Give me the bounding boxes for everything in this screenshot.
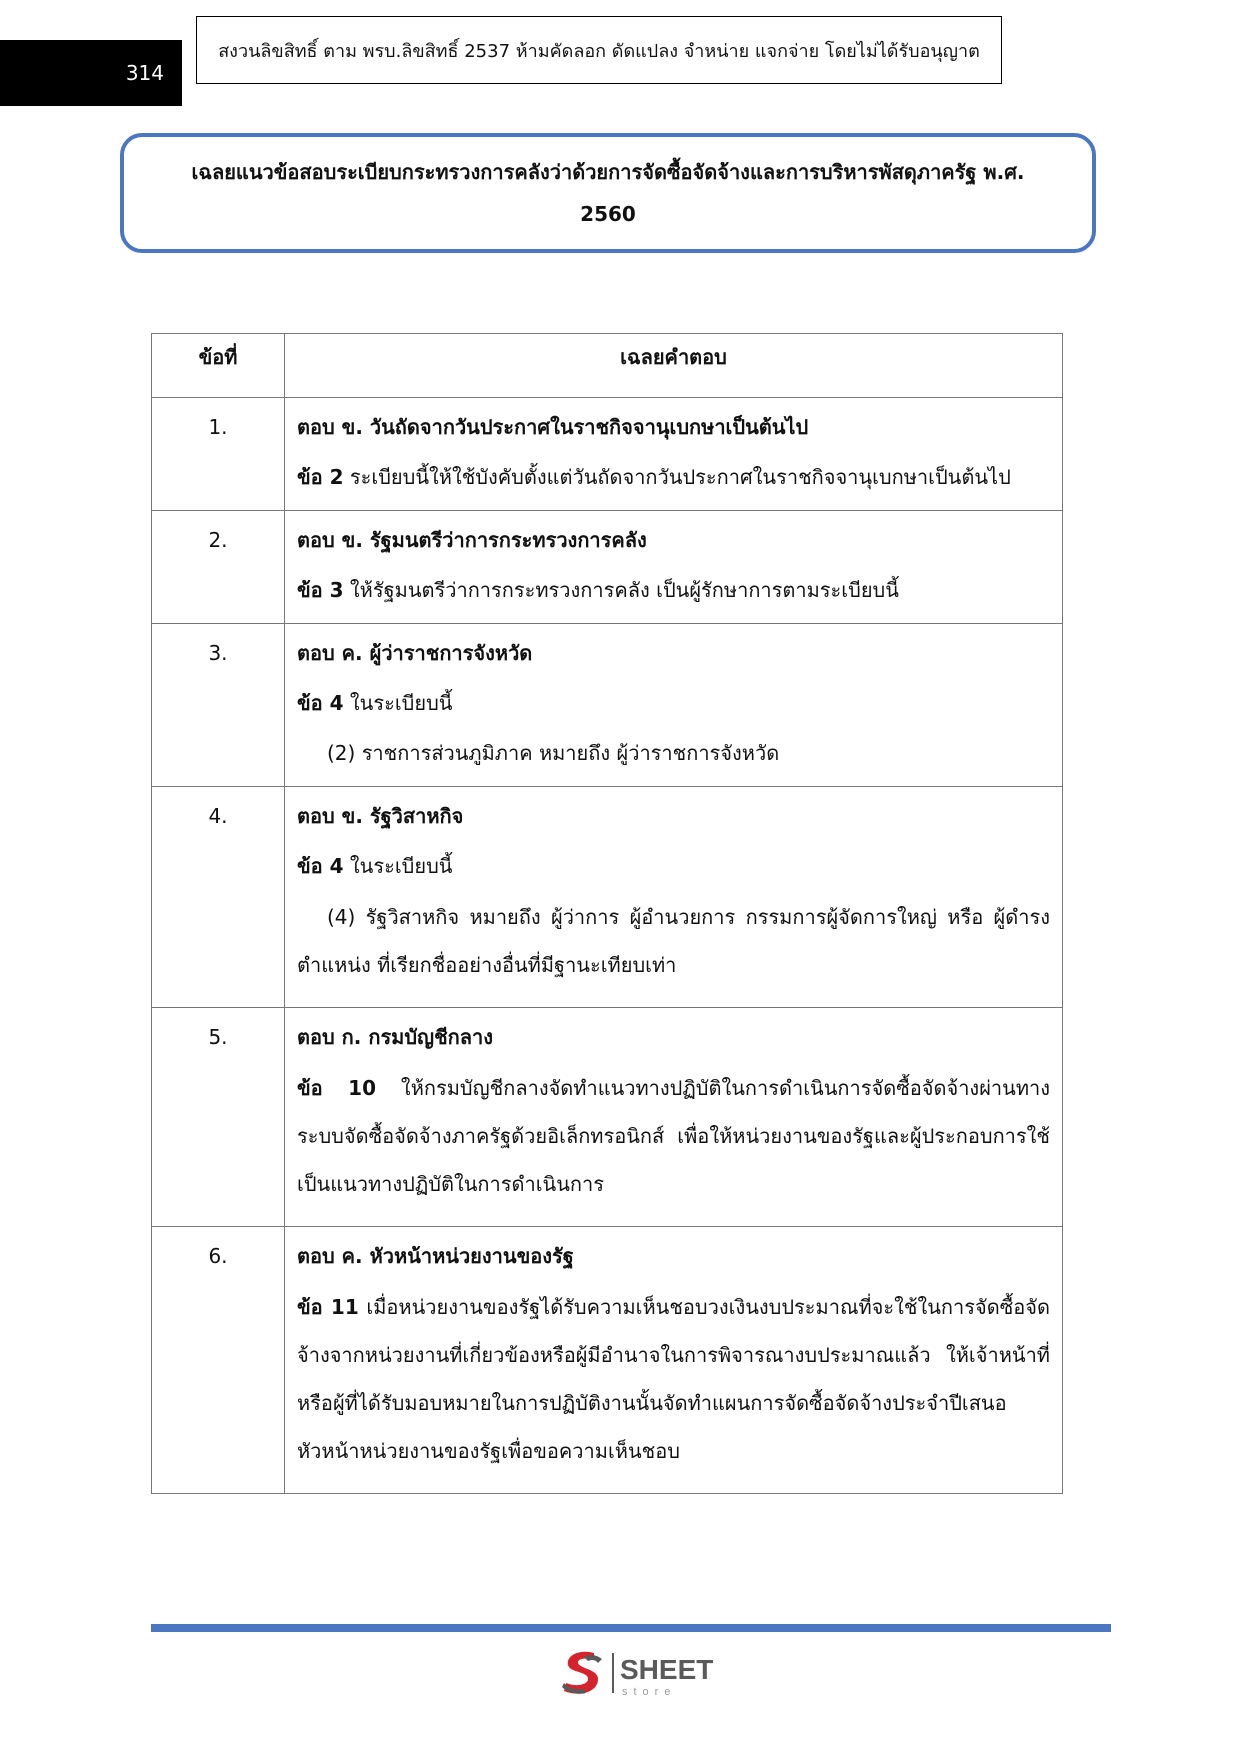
answer-cell — [285, 787, 1063, 1008]
table-row — [152, 398, 1063, 511]
question-number: 5. — [152, 1008, 285, 1227]
answer-choice: ตอบ ก. กรมบัญชีกลาง — [297, 1025, 494, 1049]
footer-rule — [151, 1624, 1111, 1632]
question-number: 3. — [152, 624, 285, 787]
question-number: 6. — [152, 1227, 285, 1494]
table-row — [152, 1008, 1063, 1227]
answer-choice: ตอบ ข. รัฐมนตรีว่าการกระทรวงการคลัง — [297, 528, 647, 552]
explanation-text: เมื่อหน่วยงานของรัฐได้รับความเห็นชอบวงเงินงบประมาณที่จะใช้ในการจัดซื้อจัดจ้างจากหน่วยงานที่เกี่ยวข้องหรือผู้มีอำนาจในการพิจารณางบประมาณแล้ว ให้เจ้าหน้าที่หรือผู้ที่ได้รับมอบหมายในการปฏิบัติงานนั้นจัดทำแผนการจัดซื้อจัดจ้างประจำปีเสนอหัวหน้าหน่วยงานของรัฐเพื่อขอความเห็นชอบ — [297, 1295, 1050, 1463]
section-reference: ข้อ 4 — [297, 854, 344, 878]
copyright-notice-box — [196, 16, 1002, 84]
question-number: 2. — [152, 511, 285, 624]
explanation — [297, 575, 1050, 605]
answer-choice: ตอบ ข. วันถัดจากวันประกาศในราชกิจจานุเบกษาเป็นต้นไป — [297, 415, 809, 439]
explanation-text: ในระเบียบนี้ — [343, 691, 453, 715]
sheet-store-logo — [558, 1645, 728, 1701]
section-reference: ข้อ 10 — [297, 1076, 377, 1100]
answer-cell — [285, 511, 1063, 624]
answer-choice: ตอบ ค. ผู้ว่าราชการจังหวัด — [297, 641, 533, 665]
sub-clause: (4) รัฐวิสาหกิจ หมายถึง ผู้ว่าการ ผู้อำนวยการ กรรมการผู้จัดการใหญ่ หรือ ผู้ดำรงตำแหน่ง ที่เรียกชื่ออย่างอื่นที่มีฐานะเทียบเท่า — [297, 905, 1050, 977]
column-header-answer: เฉลยคำตอบ — [285, 334, 1063, 398]
document-title-box — [120, 133, 1096, 253]
answer-choice: ตอบ ค. หัวหน้าหน่วยงานของรัฐ — [297, 1244, 574, 1268]
sub-clause: (2) ราชการส่วนภูมิภาค หมายถึง ผู้ว่าราชการจังหวัด — [327, 741, 780, 765]
explanation — [297, 851, 1050, 881]
logo-subtext: store — [622, 1686, 677, 1698]
answer-cell — [285, 624, 1063, 787]
section-reference: ข้อ 3 — [297, 578, 344, 602]
table-header-row — [152, 334, 1063, 398]
answer-choice: ตอบ ข. รัฐวิสาหกิจ — [297, 804, 464, 828]
explanation-text: ระเบียบนี้ให้ใช้บังคับตั้งแต่วันถัดจากวันประกาศในราชกิจจานุเบกษาเป็นต้นไป — [343, 465, 1011, 489]
answer-cell — [285, 398, 1063, 511]
explanation-text: ให้กรมบัญชีกลางจัดทำแนวทางปฏิบัติในการดำเนินการจัดซื้อจัดจ้างผ่านทางระบบจัดซื้อจัดจ้างภาครัฐด้วยอิเล็กทรอนิกส์ เพื่อให้หน่วยงานของรัฐและผู้ประกอบการใช้เป็นแนวทางปฏิบัติในการดำเนินการ — [297, 1076, 1050, 1196]
document-title-line-2: 2560 — [580, 202, 636, 226]
logo-text: SHEET — [620, 1654, 714, 1685]
explanation — [297, 462, 1050, 492]
explanation — [297, 1283, 1050, 1475]
document-title-line-1: เฉลยแนวข้อสอบระเบียบกระทรวงการคลังว่าด้วยการจัดซื้อจัดจ้างและการบริหารพัสดุภาครัฐ พ.ศ. — [191, 160, 1025, 184]
explanation — [297, 1064, 1050, 1208]
table-row — [152, 624, 1063, 787]
table-row — [152, 787, 1063, 1008]
column-header-number: ข้อที่ — [152, 334, 285, 398]
table-row — [152, 1227, 1063, 1494]
page-number: 314 — [125, 61, 164, 85]
question-number: 1. — [152, 398, 285, 511]
answer-cell — [285, 1008, 1063, 1227]
section-reference: ข้อ 4 — [297, 691, 344, 715]
page-number-tab — [0, 40, 182, 106]
table-row — [152, 511, 1063, 624]
section-reference: ข้อ 2 — [297, 465, 344, 489]
explanation-text: ในระเบียบนี้ — [343, 854, 453, 878]
explanation — [297, 688, 1050, 718]
question-number: 4. — [152, 787, 285, 1008]
logo-s-icon — [562, 1652, 602, 1694]
explanation-text: ให้รัฐมนตรีว่าการกระทรวงการคลัง เป็นผู้รักษาการตามระเบียบนี้ — [343, 578, 899, 602]
answer-cell — [285, 1227, 1063, 1494]
section-reference: ข้อ 11 — [297, 1295, 359, 1319]
answer-key-table — [151, 333, 1063, 1494]
copyright-notice: สงวนลิขสิทธิ์ ตาม พรบ.ลิขสิทธิ์ 2537 ห้ามคัดลอก ดัดแปลง จำหน่าย แจกจ่าย โดยไม่ได้รับอนุญาต — [218, 40, 980, 62]
